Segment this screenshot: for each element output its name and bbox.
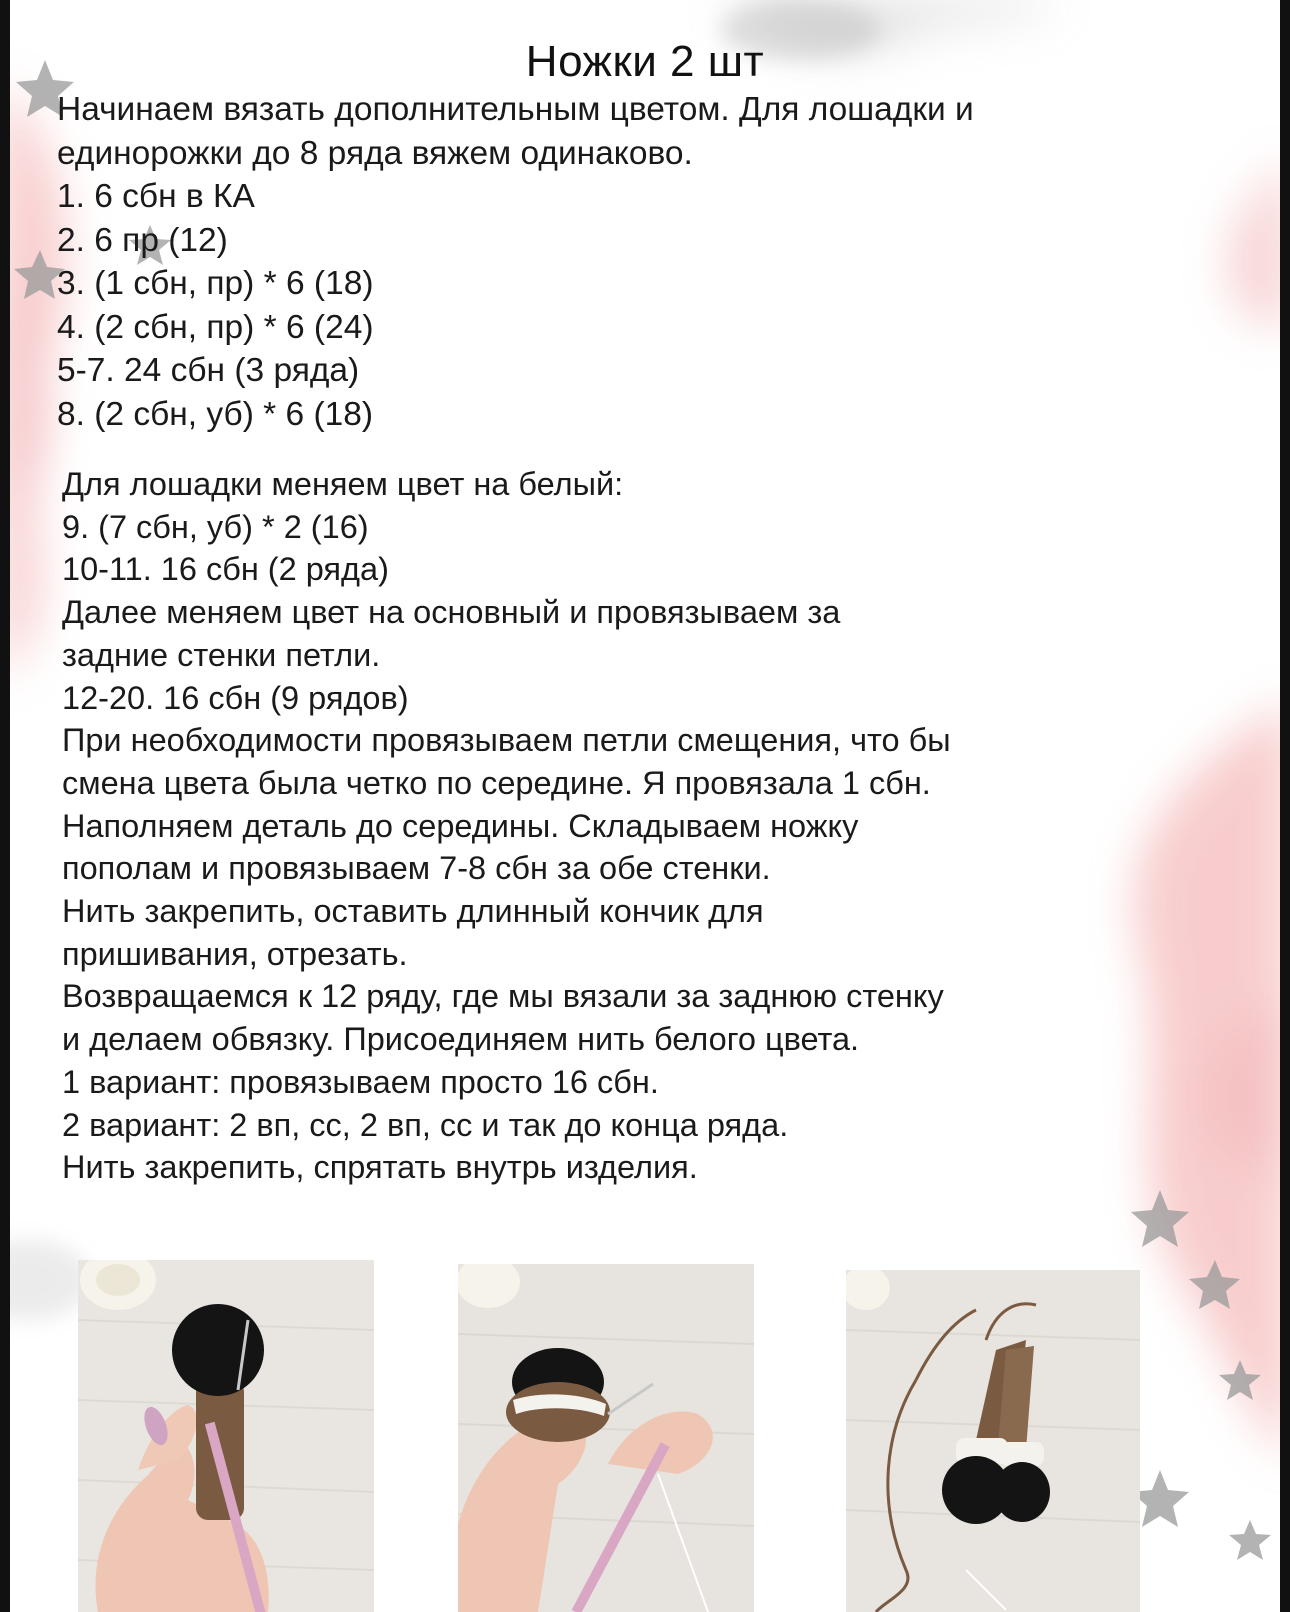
page-title: Ножки 2 шт xyxy=(525,37,765,87)
text-line: смена цвета была четко по середине. Я провязала 1 сбн. xyxy=(62,764,931,801)
text-line: 2 вариант: 2 вп, сс, 2 вп, сс и так до конца ряда. xyxy=(62,1106,789,1143)
text-line: задние стенки петли. xyxy=(62,636,381,673)
row-instruction: 1. 6 сбн в КА xyxy=(57,178,255,215)
left-border xyxy=(0,0,10,1612)
text-line: единорожки до 8 ряда вяжем одинаково. xyxy=(57,134,693,172)
right-border xyxy=(1280,0,1290,1612)
row-instruction: 8. (2 сбн, уб) * 6 (18) xyxy=(57,395,374,433)
row-instruction: 10-11. 16 сбн (2 ряда) xyxy=(62,551,389,588)
text-line: Нить закрепить, оставить длинный кончик для xyxy=(62,893,764,930)
section-heading: Для лошадки меняем цвет на белый: xyxy=(62,466,624,502)
photo-leg-in-hand-with-hook xyxy=(78,1260,374,1612)
text-line: пополам и провязываем 7-8 сбн за обе стенки. xyxy=(62,850,771,887)
row-instruction: 4. (2 сбн, пр) * 6 (24) xyxy=(57,308,374,346)
text-line: пришивания, отрезать. xyxy=(62,935,408,972)
row-instruction: 5-7. 24 сбн (3 ряда) xyxy=(57,352,360,389)
intro-instructions xyxy=(57,88,1137,436)
text-line: 1 вариант: провязываем просто 16 сбн. xyxy=(62,1063,659,1100)
text-line: При необходимости провязываем петли смещения, что бы xyxy=(62,722,951,759)
text-line: Возвращаемся к 12 ряду, где мы вязали за заднюю стенку xyxy=(62,978,944,1015)
photo-leg-crochet-edging xyxy=(458,1264,754,1612)
text-line: и делаем обвязку. Присоединяем нить белого цвета. xyxy=(62,1021,860,1058)
row-instruction: 9. (7 сбн, уб) * 2 (16) xyxy=(62,508,369,545)
horse-instructions xyxy=(62,463,1142,1189)
text-line: Наполняем деталь до середины. Складываем ножку xyxy=(62,807,859,844)
photo-two-finished-legs xyxy=(846,1270,1140,1612)
text-line: Начинаем вязать дополнительным цветом. Для лошадки и xyxy=(57,91,974,128)
row-instruction: 2. 6 пр (12) xyxy=(57,221,228,259)
row-instruction: 3. (1 сбн, пр) * 6 (18) xyxy=(57,265,374,302)
row-instruction: 12-20. 16 сбн (9 рядов) xyxy=(62,679,409,716)
text-line: Нить закрепить, спрятать внутрь изделия. xyxy=(62,1149,698,1186)
text-line: Далее меняем цвет на основный и провязываем за xyxy=(62,594,841,631)
